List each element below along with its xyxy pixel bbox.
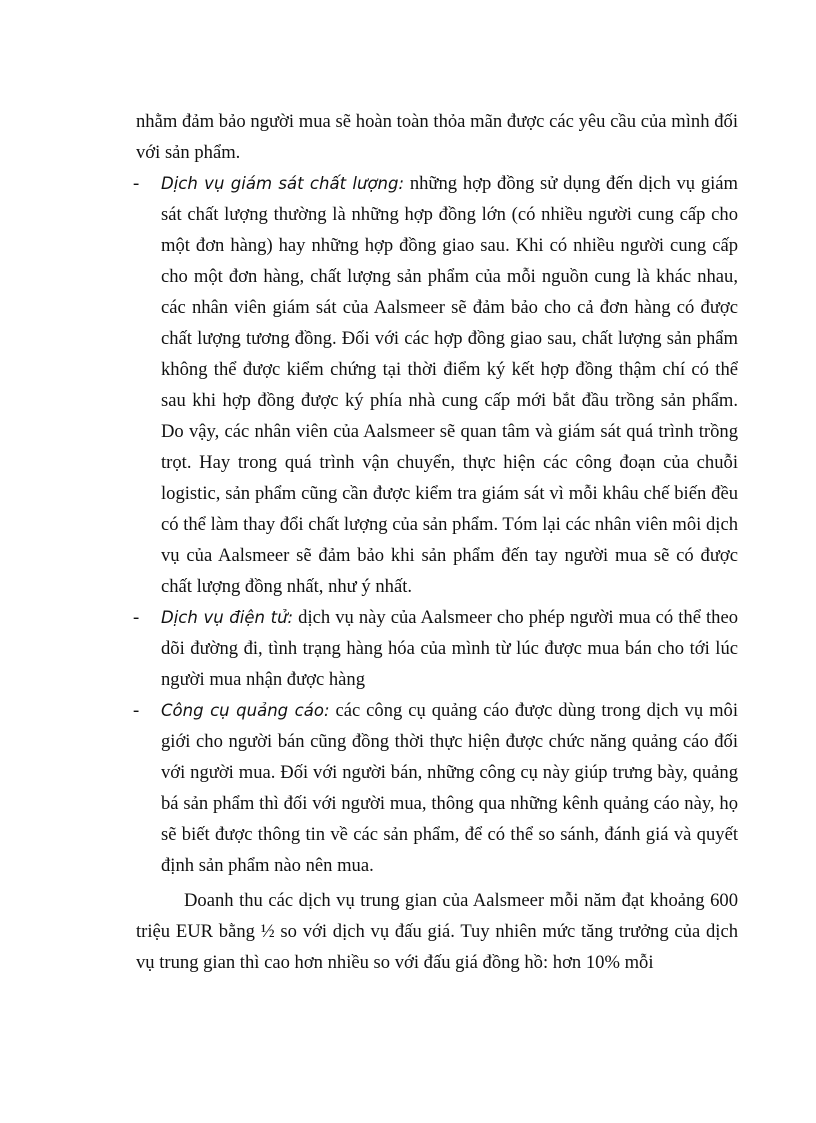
document-body <box>133 106 738 978</box>
bullet-quality-supervision <box>133 168 738 602</box>
bullet-term: Công cụ quảng cáo: <box>161 701 330 720</box>
bullet-text: các công cụ quảng cáo được dùng trong dịch vụ môi giới cho người bán cũng đồng thời thực hiện được chức năng quảng cáo đối với người mua. Đối với người bán, những công cụ này giúp trưng bày, quảng bá sản phẩm thì đối với người mua, thông qua những kênh quảng cáo này, họ sẽ biết được thông tin về các sản phẩm, để có thể so sánh, đánh giá và quyết định sản phẩm nào nên mua. <box>161 700 738 876</box>
bullet-term: Dịch vụ giám sát chất lượng: <box>161 174 405 193</box>
bullet-term: Dịch vụ điện tử: <box>161 608 294 627</box>
bullet-dash: - <box>133 607 140 628</box>
bullet-text: những hợp đồng sử dụng đến dịch vụ giám sát chất lượng thường là những hợp đồng lớn (có nhiều người cung cấp cho một đơn hàng) hay những hợp đồng giao sau. Khi có nhiều người cung cấp cho một đơn hàng, chất lượng sản phẩm của mỗi nguồn cung là khác nhau, các nhân viên giám sát của Aalsmeer sẽ đảm bảo cho cả đơn hàng có được chất lượng tương đồng. Đối với các hợp đồng giao sau, chất lượng sản phẩm không thể được kiểm chứng tại thời điểm ký kết hợp đồng thậm chí có thể sau khi hợp đồng được ký phía nhà cung cấp mới bắt đầu trồng sản phẩm. Do vậy, các nhân viên của Aalsmeer sẽ quan tâm và giám sát quá trình trồng trọt. Hay trong quá trình vận chuyển, thực hiện các công đoạn của chuỗi logistic, sản phẩm cũng cần được kiểm tra giám sát vì mỗi khâu chế biến đều có thể làm thay đổi chất lượng của sản phẩm. Tóm lại các nhân viên môi dịch vụ của Aalsmeer sẽ đảm bảo khi sản phẩm đến tay người mua sẽ có được chất lượng đồng nhất, như ý nhất. <box>161 173 738 597</box>
bullet-dash: - <box>133 700 140 721</box>
bullet-text: dịch vụ này của Aalsmeer cho phép người mua có thể theo dõi đường đi, tình trạng hàng hóa của mình từ lúc được mua bán cho tới lúc người mua nhận được hàng <box>161 607 738 690</box>
intro-paragraph: nhằm đảm bảo người mua sẽ hoàn toàn thỏa mãn được các yêu cầu của mình đối với sản phẩm. <box>136 111 738 163</box>
bullet-electronic-service <box>133 602 738 695</box>
bullet-dash: - <box>133 173 140 194</box>
closing-paragraph: Doanh thu các dịch vụ trung gian của Aalsmeer mỗi năm đạt khoảng 600 triệu EUR bằng ½ so với dịch vụ đấu giá. Tuy nhiên mức tăng trưởng của dịch vụ trung gian thì cao hơn nhiều so với đấu giá đồng hồ: hơn 10% mỗi <box>136 890 738 973</box>
bullet-advertising-tools <box>133 695 738 881</box>
